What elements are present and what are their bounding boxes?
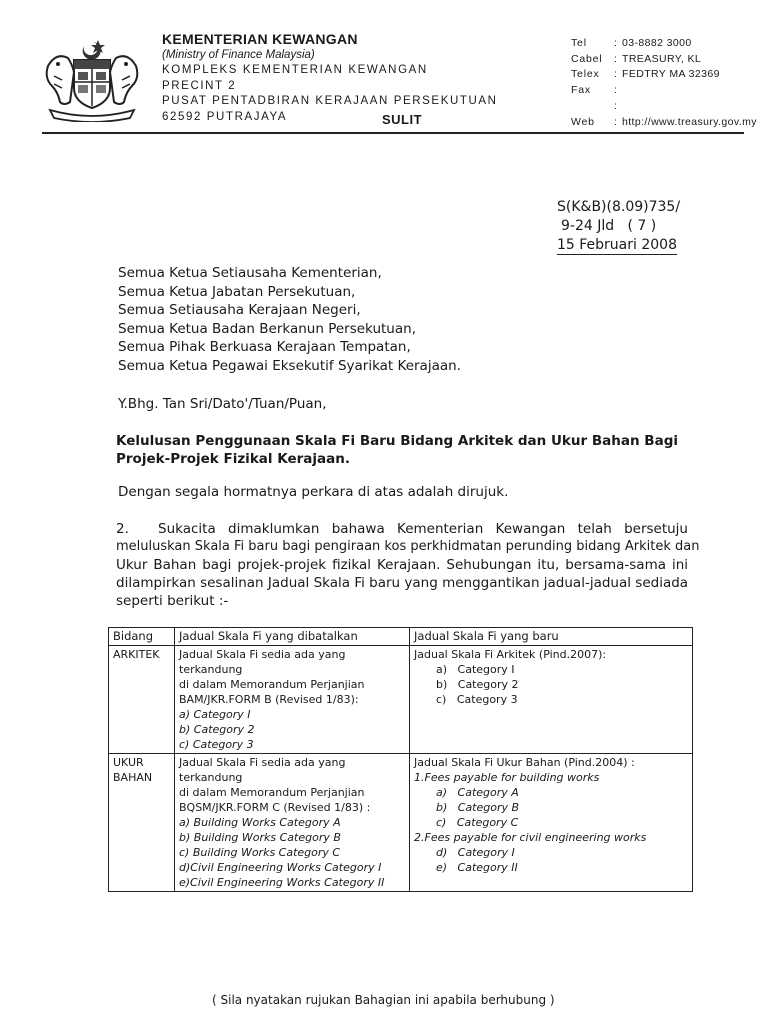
subject-line: Projek-Projek Fizikal Kerajaan. [116,451,350,467]
recipient-line: Semua Pihak Berkuasa Kerajaan Tempatan, [118,339,411,355]
contact-row: Tel : 03-8882 3000 [571,36,692,49]
table-row [109,754,693,892]
letterhead [162,32,498,125]
category-item: b) Category B [436,801,520,814]
contact-row: Fax : [571,84,617,97]
ministry-name: KEMENTERIAN KEWANGAN [162,31,358,47]
reference-block [557,198,680,255]
table-header-row [109,628,693,646]
category-item: c) Category 3 [436,693,518,706]
subject-line: Kelulusan Penggunaan Skala Fi Baru Bidang Arkitek dan Ukur Bahan Bagi [116,433,678,449]
address-line: KOMPLEKS KEMENTERIAN KEWANGAN [162,64,428,76]
coat-of-arms-logo [40,36,144,122]
field-name: BAHAN [113,771,153,784]
paragraph-number: 2. [116,521,129,537]
contact-value: FEDTRY MA 32369 [622,68,720,81]
contact-details [571,35,757,130]
category-item: a) Category I [436,663,515,676]
contact-row: Cabel : TREASURY, KL [571,52,702,65]
address-line: PUSAT PENTADBIRAN KERAJAAN PERSEKUTUAN [162,95,498,107]
category-item: d) Category I [436,846,515,859]
contact-value: 03-8882 3000 [622,36,692,49]
category-item: b) Building Works Category B [179,831,341,844]
letter-date: 15 Februari 2008 [557,237,677,253]
category-item: e)Civil Engineering Works Category II [179,876,385,889]
contact-label: Telex [571,68,600,81]
category-item: a) Category A [436,786,519,799]
category-item: c) Building Works Category C [179,846,341,859]
cell-line: Jadual Skala Fi Arkitek (Pind.2007): [414,648,607,661]
contact-row: Telex : FEDTRY MA 32369 [571,68,720,81]
contact-label: Cabel [571,52,603,65]
group-heading: 2.Fees payable for civil engineering works [414,831,647,844]
contact-label: Fax [571,84,591,97]
reference-paragraph: Dengan segala hormatnya perkara di atas adalah dirujuk. [118,484,509,500]
contact-value: http://www.treasury.gov.my [622,115,757,128]
contact-label: Web [571,115,595,128]
field-cell [109,754,175,892]
ministry-english-name: (Ministry of Finance Malaysia) [162,48,315,61]
column-header: Jadual Skala Fi yang dibatalkan [175,628,410,646]
subject-heading [116,432,690,468]
contact-value: TREASURY, KL [622,52,702,65]
group-heading: 1.Fees payable for building works [414,771,600,784]
recipient-line: Semua Setiausaha Kerajaan Negeri, [118,302,361,318]
cell-line: di dalam Memorandum Perjanjian [179,678,365,691]
salutation: Y.Bhg. Tan Sri/Dato'/Tuan/Puan, [118,396,327,412]
old-schedule-cell [175,754,410,892]
paragraph-line: meluluskan Skala Fi baru bagi pengiraan kos perkhidmatan perunding bidang Arkitek dan [116,539,700,554]
cell-line: Jadual Skala Fi sedia ada yang terkandung [179,756,346,784]
category-item: d)Civil Engineering Works Category I [179,861,382,874]
reference-number: S(K&B)(8.09)735/ [557,199,681,215]
new-schedule-cell [410,646,693,754]
paragraph-line: Sukacita dimaklumkan bahawa Kementerian Kewangan telah bersetuju [158,521,688,537]
reference-volume: 9-24 Jld ( 7 ) [561,218,657,234]
field-cell [109,646,175,754]
recipient-line: Semua Ketua Setiausaha Kementerian, [118,265,382,281]
contact-row: : [614,100,617,113]
cell-line: di dalam Memorandum Perjanjian [179,786,365,799]
column-header: Bidang [109,628,175,646]
recipient-line: Semua Ketua Jabatan Persekutuan, [118,283,356,300]
recipient-line: Semua Ketua Pegawai Eksekutif Syarikat Kerajaan. [118,357,461,374]
classification-label: SULIT [382,112,423,127]
category-item: a) Building Works Category A [179,816,341,829]
category-item: c) Category C [436,816,519,829]
footer-note: ( Sila nyatakan rujukan Bahagian ini apabila berhubung ) [212,993,555,1007]
recipient-line: Semua Ketua Badan Berkanun Persekutuan, [118,320,416,337]
category-item: c) Category 3 [179,738,254,751]
contact-row: Web : http://www.treasury.gov.my [571,115,757,128]
paragraph-2 [116,520,700,610]
table-row [109,646,693,754]
category-item: a) Category I [179,708,251,721]
cell-line: BAM/JKR.FORM B (Revised 1/83): [179,693,359,706]
field-name: UKUR [113,756,144,769]
category-item: e) Category II [436,861,518,874]
paragraph-line: Ukur Bahan bagi projek-projek fizikal Kerajaan. Sehubungan itu, bersama-sama ini [116,557,688,573]
cell-line: Jadual Skala Fi sedia ada yang terkandung [179,648,346,676]
old-schedule-cell [175,646,410,754]
category-item: b) Category 2 [436,678,519,691]
column-header: Jadual Skala Fi yang baru [410,628,693,646]
address-line: 62592 PUTRAJAYA [162,110,288,123]
recipients-list [118,264,461,375]
paragraph-line: dilampirkan sesalinan Jadual Skala Fi baru yang menggantikan jadual-jadual sediada [116,575,689,591]
paragraph-line: seperti berikut :- [116,593,229,609]
header-divider [42,132,744,134]
category-item: b) Category 2 [179,723,255,736]
fee-schedule-table [108,627,693,892]
new-schedule-cell [410,754,693,892]
cell-line: BQSM/JKR.FORM C (Revised 1/83) : [179,801,371,814]
field-name: ARKITEK [113,648,160,661]
contact-label: Tel [571,36,587,49]
address-line: PRECINT 2 [162,79,237,92]
cell-line: Jadual Skala Fi Ukur Bahan (Pind.2004) : [414,756,635,769]
